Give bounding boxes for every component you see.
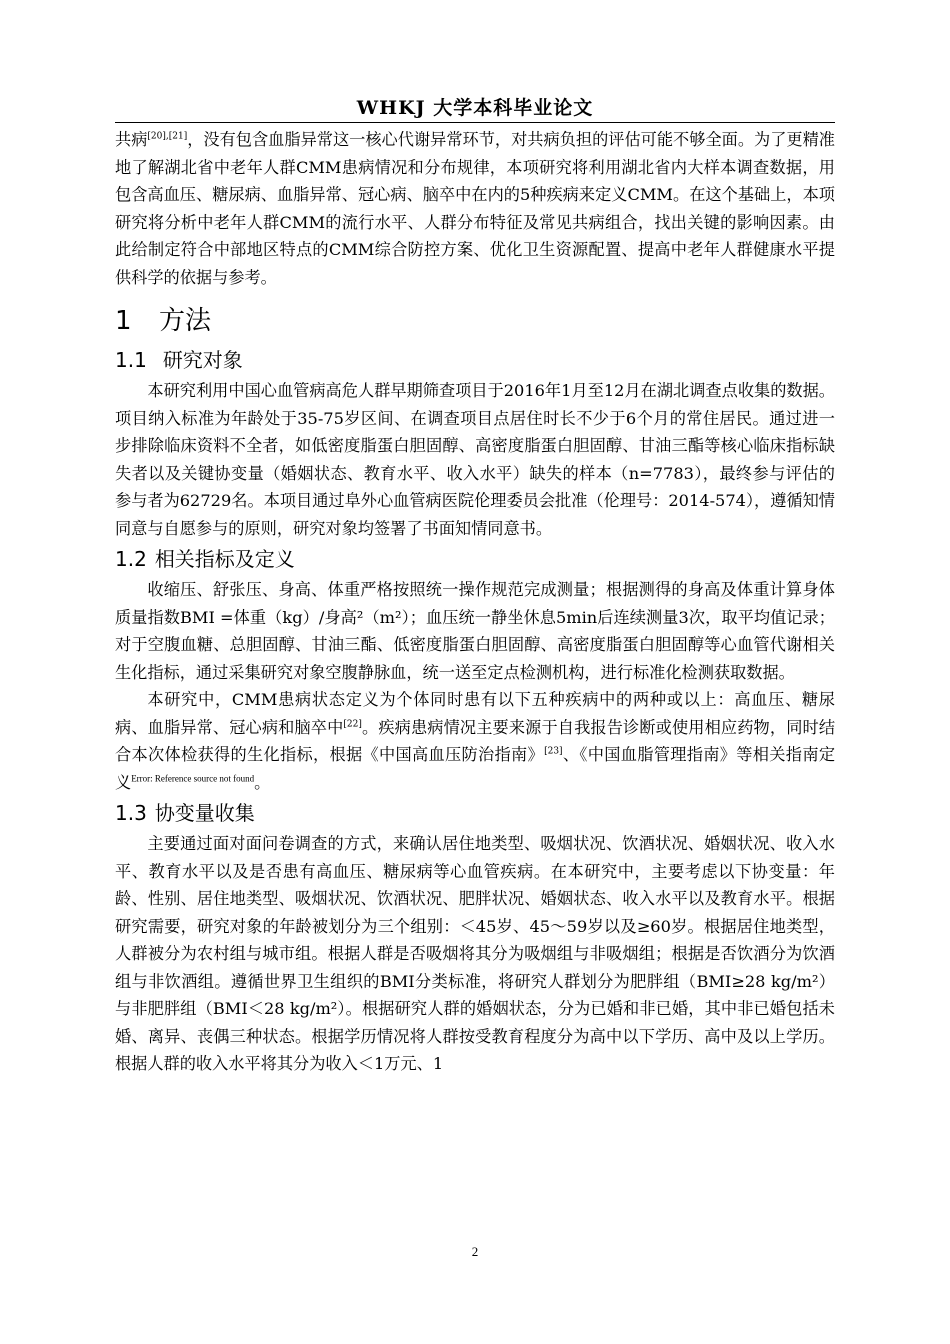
subsection-title: 研究对象 xyxy=(162,348,243,372)
subsection-number: 1.2 xyxy=(115,547,147,571)
study-subjects-paragraph: 本研究利用中国心血管病高危人群早期筛查项目于2016年1月至12月在湖北调查点收集的数据。项目纳入标准为年龄处于35-75岁区间、在调查项目点居住时长不少于6个月的常住居民。通过进一步排除临床资料不全者，如低密度脂蛋白胆固醇、高密度脂蛋白胆固醇、甘油三酯等核心临床指标缺失者以及关键协变量（婚姻状态、教育水平、收入水平）缺失的样本（n=7783），最终参与评估的参与者为62729名。本项目通过阜外心血管病医院伦理委员会批准（伦理号：2014-574），遵循知情同意与自愿参与的原则，研究对象均签署了书面知情同意书。 xyxy=(115,381,835,538)
subsection-heading-covariates xyxy=(115,796,835,830)
subsection-number: 1.3 xyxy=(115,801,147,825)
subsection-title: 相关指标及定义 xyxy=(154,547,295,571)
main-content xyxy=(115,126,835,1078)
sentence-end: 。 xyxy=(254,772,271,792)
citation-22[interactable]: [22] xyxy=(343,719,362,730)
citation-23[interactable]: [23] xyxy=(544,746,563,757)
indicators-paragraph-2 xyxy=(115,686,835,796)
subsection-heading-study-subjects xyxy=(115,343,835,377)
citation-20-21[interactable]: [20],[21] xyxy=(147,131,188,142)
page-number: 2 xyxy=(471,1244,479,1259)
reference-error-note: Error: Reference source not found xyxy=(131,773,255,784)
section-title: 方法 xyxy=(159,306,212,336)
intro-text-body: ，没有包含血脂异常这一核心代谢异常环节，对共病负担的评估可能不够全面。为了更精准地了解湖北省中老年人群CMM患病情况和分布规律，本项研究将利用湖北省内大样本调查数据，用包含高血压、糖尿病、血脂异常、冠心病、脑卒中在内的5种疾病来定义CMM。在这个基础上，本项研究将分析中老年人群CMM的流行水平、人群分布特征及常见共病组合，找出关键的影响因素。由此给制定符合中部地区特点的CMM综合防控方案、优化卫生资源配置、提高中老年人群健康水平提供科学的依据与参考。 xyxy=(115,130,835,287)
subsection-title: 协变量收集 xyxy=(154,801,255,825)
indicators-paragraph-1: 收缩压、舒张压、身高、体重严格按照统一操作规范完成测量；根据测得的身高及体重计算身体质量指数BMI =体重（kg）/身高²（m²）；血压统一静坐休息5min后连续测量3次，取平均值记录；对于空腹血糖、总胆固醇、甘油三酯、低密度脂蛋白胆固醇、高密度脂蛋白胆固醇等心血管代谢相关生化指标，通过采集研究对象空腹静脉血，统一送至定点检测机构，进行标准化检测获取数据。 xyxy=(115,580,835,682)
header-rule xyxy=(115,122,835,123)
cmm-definition-text: 本研究中，CMM患病状态定义为个体同时患有以下五种疾病中的两种或以上：高血压、糖尿病、血脂异常、冠心病和脑卒中 xyxy=(115,690,835,737)
covariates-paragraph: 主要通过面对面问卷调查的方式，来确认居住地类型、吸烟状况、饮酒状况、婚姻状况、收入水平、教育水平以及是否患有高血压、糖尿病等心血管疾病。在本研究中，主要考虑以下协变量：年龄、性别、居住地类型、吸烟状况、饮酒状况、肥胖状况、婚姻状态、收入水平以及教育水平。根据研究需要，研究对象的年龄被划分为三个组别：＜45岁、45～59岁以及≥60岁。根据居住地类型，人群被分为农村组与城市组。根据人群是否吸烟将其分为吸烟组与非吸烟组；根据是否饮酒分为饮酒组与非饮酒组。遵循世界卫生组织的BMI分类标准，将研究人群划分为肥胖组（BMI≥28 kg/m²）与非肥胖组（BMI＜28 kg/m²）。根据研究人群的婚姻状态，分为已婚和非已婚，其中非已婚包括未婚、离异、丧偶三种状态。根据学历情况将人群按受教育程度分为高中以下学历、高中及以上学历。根据人群的收入水平将其分为收入＜1万元、1 xyxy=(115,834,835,1073)
section-heading-methods xyxy=(115,299,835,343)
guideline-text: 、《中国血脂管理指南》等相关指南定义 xyxy=(115,745,836,792)
diagnosis-source-text: 。疾病患病情况主要来源于自我报告诊断或使用相应药物，同时结合本次体检获得的生化指标，根据《中国高血压防治指南》 xyxy=(115,717,836,764)
intro-paragraph xyxy=(115,126,835,291)
intro-text-start: 共病 xyxy=(115,130,148,149)
running-header: WHKJ 大学本科毕业论文 xyxy=(356,97,594,119)
section-number: 1 xyxy=(115,306,132,336)
subsection-number: 1.1 xyxy=(115,348,147,372)
subsection-heading-indicators xyxy=(115,542,835,576)
